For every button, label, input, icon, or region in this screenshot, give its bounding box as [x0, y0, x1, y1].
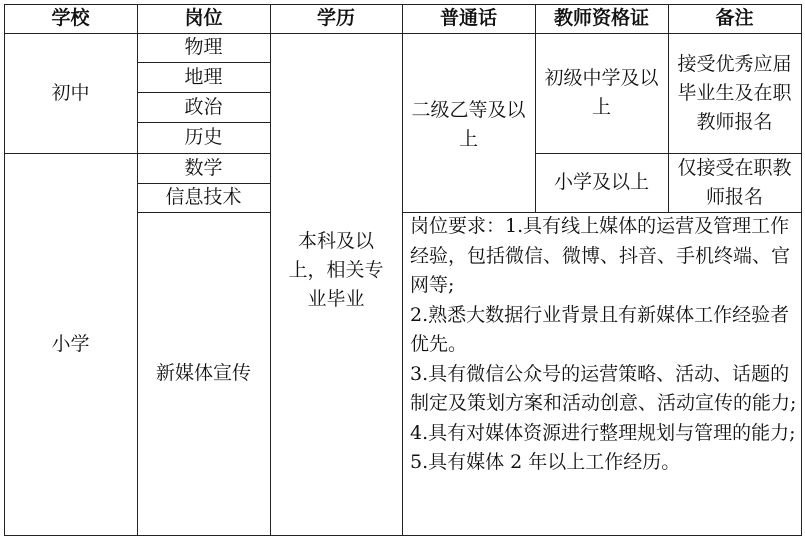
position-it: 信息技术 — [165, 186, 242, 208]
position-politics: 政治 — [184, 95, 223, 118]
table-border-bottom — [4, 535, 802, 536]
requirement-1: 岗位要求：1.具有线上媒体的运营及管理工作经验，包括微信、微博、抖音、手机终端、官网等; — [410, 215, 791, 296]
certificate-junior: 初级中学及以上 — [544, 67, 659, 118]
job-requirements — [410, 212, 800, 478]
position-history: 历史 — [184, 126, 223, 148]
school-junior: 初中 — [51, 81, 90, 104]
position-geography: 地理 — [184, 65, 223, 88]
header-education: 学历 — [316, 7, 355, 29]
remarks-junior: 接受优秀应届毕业生及在职教师报名 — [677, 52, 792, 133]
position-math: 数学 — [184, 156, 223, 179]
col-divider-3 — [402, 4, 403, 536]
requirement-4: 4.具有对媒体资源进行整理规划与管理的能力; — [410, 421, 796, 444]
requirement-3: 3.具有微信公众号的运营策略、活动、话题的制定及策划方案和活动创意、活动宣传的能力; — [410, 362, 797, 414]
position-physics: 物理 — [184, 36, 223, 58]
header-remarks: 备注 — [715, 7, 754, 29]
certificate-primary: 小学及以上 — [553, 171, 649, 193]
remarks-primary: 仅接受在职教师报名 — [677, 156, 792, 208]
header-certificate: 教师资格证 — [553, 7, 649, 29]
school-primary: 小学 — [51, 332, 90, 355]
header-school: 学校 — [51, 7, 90, 29]
requirement-2: 2.熟悉大数据行业背景且有新媒体工作经验者优先。 — [410, 303, 790, 355]
education-requirement: 本科及以上，相关专业毕业 — [288, 229, 384, 310]
requirement-5: 5.具有媒体 2 年以上工作经历。 — [410, 451, 681, 473]
col-divider-4 — [535, 4, 536, 212]
table-border-right — [801, 4, 802, 536]
col-divider-2 — [270, 4, 271, 536]
mandarin-requirement: 二级乙等及以上 — [411, 98, 526, 150]
header-position: 岗位 — [184, 7, 223, 29]
col-divider-5 — [668, 4, 669, 212]
header-mandarin: 普通话 — [439, 7, 497, 29]
position-new-media: 新媒体宣传 — [155, 362, 251, 384]
